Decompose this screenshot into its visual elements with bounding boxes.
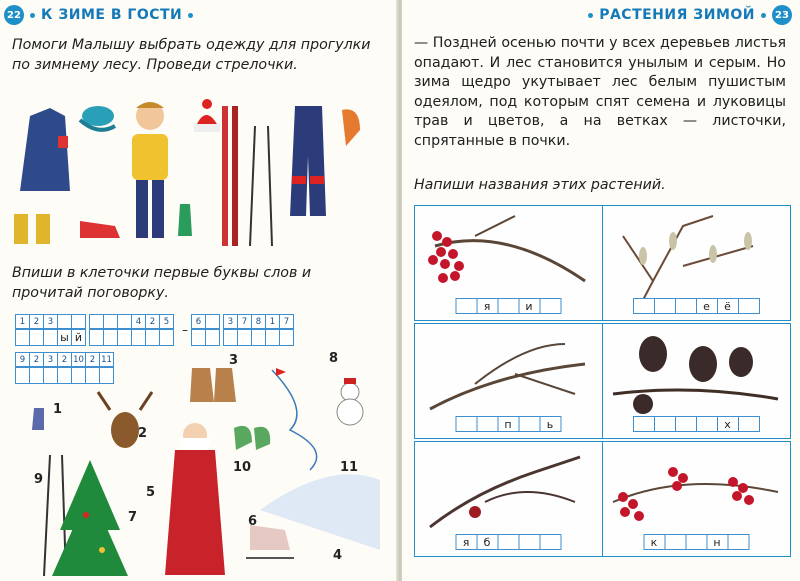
answer-boxes xyxy=(456,416,561,432)
task-first-letters: Впиши в клеточки первые буквы слов и прочитай поговорку. xyxy=(12,265,312,301)
page-number-right: 23 xyxy=(772,5,792,25)
boy-icon xyxy=(132,102,168,238)
answer-box[interactable] xyxy=(685,534,707,550)
answer-boxes xyxy=(456,298,561,314)
grid-cell[interactable] xyxy=(90,314,104,346)
answer-boxes xyxy=(456,534,561,550)
header-dot-icon xyxy=(188,13,193,18)
right-page-title: РАСТЕНИЯ ЗИМОЙ xyxy=(599,7,755,23)
answer-box[interactable] xyxy=(633,416,655,432)
plant-card-rowan xyxy=(414,205,603,321)
cap-icon xyxy=(80,106,115,130)
answer-box[interactable]: н xyxy=(706,534,728,550)
mittens-icon xyxy=(234,426,270,450)
grid-cell[interactable]: 5 xyxy=(160,314,174,346)
grid-word-3 xyxy=(192,314,220,346)
grid-cell[interactable]: ы xyxy=(58,314,72,346)
jacket-icon xyxy=(20,108,70,191)
answer-box[interactable]: ь xyxy=(539,416,561,432)
answer-box[interactable]: б xyxy=(476,534,498,550)
alder-branch-icon xyxy=(603,324,790,418)
grid-cell[interactable]: 11 xyxy=(100,352,114,384)
grid-cell[interactable]: 9 xyxy=(16,352,30,384)
grid-cell[interactable]: 2 xyxy=(146,314,160,346)
grid-word-1 xyxy=(16,314,86,346)
plant-card-viburnum xyxy=(602,441,791,557)
ski-track-icon xyxy=(272,368,317,470)
right-header xyxy=(588,4,792,26)
answer-box[interactable] xyxy=(497,534,519,550)
plant-card-willow xyxy=(602,205,791,321)
grid-cell[interactable]: 4 xyxy=(132,314,146,346)
numbered-pictures xyxy=(10,350,390,578)
grid-cell[interactable] xyxy=(206,314,220,346)
poplar-branch-icon xyxy=(415,324,602,418)
grid-cell[interactable] xyxy=(104,314,118,346)
grid-cell[interactable]: 2 xyxy=(30,352,44,384)
socks-icon xyxy=(178,204,192,236)
answer-box[interactable] xyxy=(539,298,561,314)
grid-word-4 xyxy=(224,314,294,346)
answer-box[interactable]: к xyxy=(643,534,665,550)
winter-hat-icon xyxy=(194,99,220,132)
skis-icon xyxy=(222,106,238,246)
grid-cell[interactable] xyxy=(118,314,132,346)
header-dot-icon xyxy=(588,13,593,18)
grid-cell[interactable]: 3 xyxy=(224,314,238,346)
rowan-branch-icon xyxy=(415,206,602,300)
grid-cell[interactable]: 2 xyxy=(86,352,100,384)
picture-number-8: 8 xyxy=(329,351,339,366)
ski-poles-icon xyxy=(250,126,272,246)
answer-box[interactable] xyxy=(738,298,760,314)
viburnum-branch-icon xyxy=(603,442,790,536)
picture-number-9: 9 xyxy=(34,472,44,487)
answer-box[interactable] xyxy=(738,416,760,432)
grid-cell[interactable]: 2 xyxy=(58,352,72,384)
picture-number-11: 11 xyxy=(340,460,359,475)
answer-box[interactable] xyxy=(518,534,540,550)
answer-box[interactable] xyxy=(675,416,697,432)
answer-box[interactable] xyxy=(633,298,655,314)
answer-box[interactable] xyxy=(654,298,676,314)
grandfather-frost-icon xyxy=(165,423,225,575)
grid-dash: – xyxy=(182,323,188,337)
grid-cell[interactable]: 3 xyxy=(44,352,58,384)
grid-word-2 xyxy=(90,314,174,346)
grid-cell[interactable]: 2 xyxy=(30,314,44,346)
clothes-illustration xyxy=(10,96,390,256)
grid-cell[interactable]: 3 xyxy=(44,314,58,346)
page-number-left: 22 xyxy=(4,5,24,25)
picture-number-2: 2 xyxy=(138,426,148,441)
answer-box[interactable]: и xyxy=(518,298,540,314)
felt-boots-icon xyxy=(14,214,50,244)
grid-cell[interactable]: й xyxy=(72,314,86,346)
header-dot-icon xyxy=(30,13,35,18)
grid-cell[interactable]: 8 xyxy=(252,314,266,346)
answer-boxes xyxy=(634,298,760,314)
answer-box[interactable] xyxy=(476,416,498,432)
answer-box[interactable] xyxy=(539,534,561,550)
grid-cell[interactable]: 6 xyxy=(192,314,206,346)
answer-box[interactable] xyxy=(664,534,686,550)
picture-number-6: 6 xyxy=(248,514,258,529)
picture-number-5: 5 xyxy=(146,485,156,500)
skates-icon xyxy=(246,525,294,558)
picture-number-3: 3 xyxy=(229,353,239,368)
mitten-icon xyxy=(342,109,360,146)
letter-grid-row-1 xyxy=(16,314,298,346)
header-dot-icon xyxy=(761,13,766,18)
grid-cell[interactable]: 7 xyxy=(238,314,252,346)
answer-box[interactable] xyxy=(727,534,749,550)
plant-card-apple xyxy=(414,441,603,557)
answer-boxes xyxy=(644,534,749,550)
grid-cell[interactable]: 1 xyxy=(16,314,30,346)
picture-number-7: 7 xyxy=(128,510,138,525)
task-choose-clothes: Помоги Малышу выбрать одежду для прогулки по зимнему лесу. Проведи стрелочки. xyxy=(12,37,371,73)
left-page-title: К ЗИМЕ В ГОСТИ xyxy=(41,7,183,23)
felt-boots-icon xyxy=(190,368,236,402)
willow-branch-icon xyxy=(603,206,790,300)
grid-cell[interactable]: 10 xyxy=(72,352,86,384)
grid-cell[interactable]: 7 xyxy=(280,314,294,346)
answer-box[interactable] xyxy=(654,416,676,432)
answer-box[interactable]: е xyxy=(696,298,718,314)
answer-box[interactable]: ё xyxy=(717,298,739,314)
answer-box[interactable]: я xyxy=(476,298,498,314)
sneakers-icon xyxy=(80,221,120,238)
answer-box[interactable] xyxy=(675,298,697,314)
left-header xyxy=(4,4,193,26)
socks-icon xyxy=(32,408,44,430)
picture-number-1: 1 xyxy=(53,402,63,417)
picture-number-10: 10 xyxy=(233,460,252,475)
plant-card-poplar xyxy=(414,323,603,439)
overalls-icon xyxy=(290,106,326,216)
plant-card-alder xyxy=(602,323,791,439)
left-page xyxy=(0,0,398,581)
picture-number-4: 4 xyxy=(333,548,343,563)
right-page xyxy=(402,0,800,581)
grid-cell[interactable]: 1 xyxy=(266,314,280,346)
answer-boxes xyxy=(634,416,760,432)
paragraph-winter-plants: — Поздней осенью почти у всех деревьев листья опадают. И лес становится унылым и серым. Но зима щедро укутывает лес белым пушистым одеялом, под которым спят семена и луковицы трав и цветов, а на ветках — листочки, спрятанные в почки. xyxy=(414,35,786,149)
answer-box[interactable] xyxy=(696,416,718,432)
answer-box[interactable]: я xyxy=(455,534,477,550)
snowman-icon xyxy=(337,378,363,425)
answer-box[interactable]: х xyxy=(717,416,739,432)
task-name-plants: Напиши названия этих растений. xyxy=(414,177,666,193)
apple-branch-icon xyxy=(415,442,602,536)
answer-box[interactable] xyxy=(518,416,540,432)
answer-box[interactable] xyxy=(455,416,477,432)
answer-box[interactable] xyxy=(497,298,519,314)
answer-box[interactable]: п xyxy=(497,416,519,432)
answer-box[interactable] xyxy=(455,298,477,314)
